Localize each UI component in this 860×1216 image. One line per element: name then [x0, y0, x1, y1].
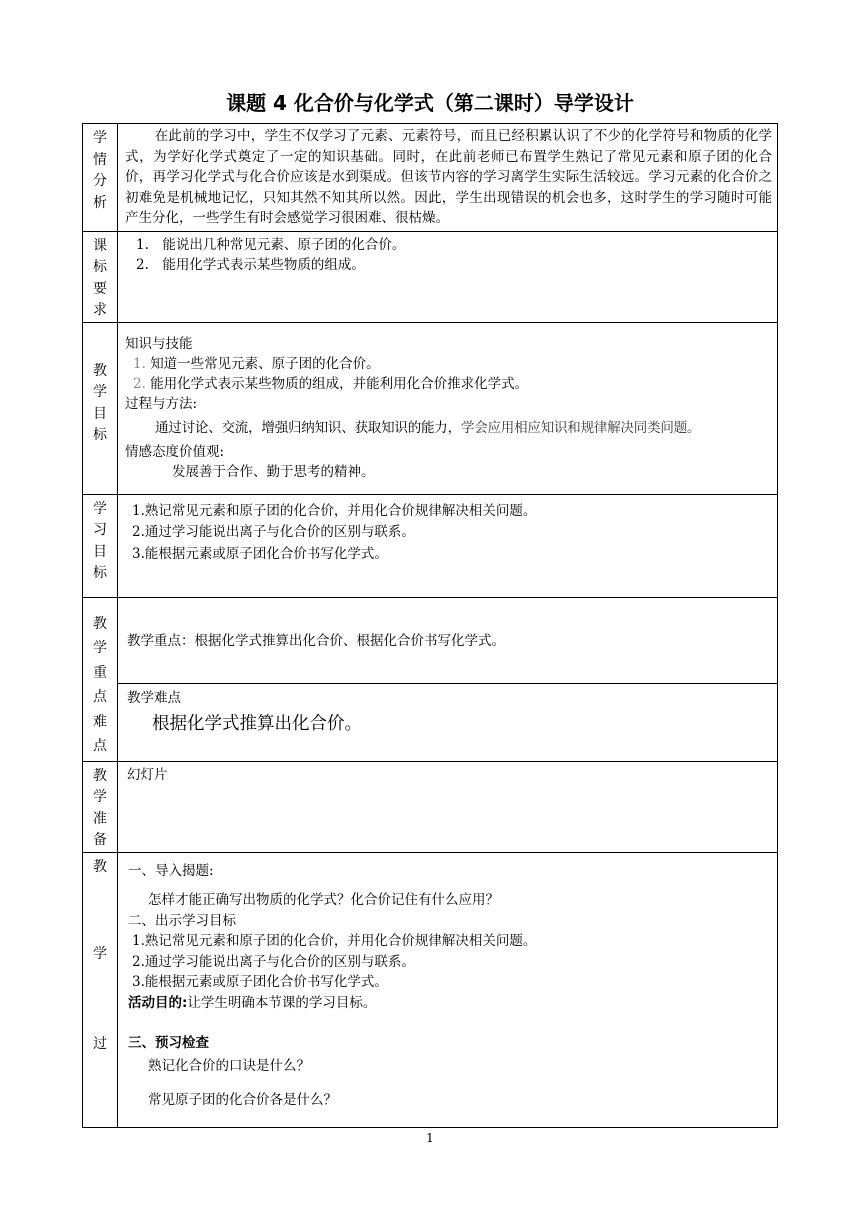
teaching-process-content: [118, 852, 778, 1127]
row-teaching-process: [83, 852, 778, 1127]
standard-item: 2. 能用化学式表示某些物质的组成。: [136, 256, 365, 273]
goals-heading-knowledge: 知识与技能: [125, 335, 193, 352]
process-activity-aim: 活动目的:让学生明确本节课的学习目标。: [128, 994, 377, 1011]
curriculum-standard-content: [118, 231, 778, 322]
process-intro-question: 怎样才能正确写出物质的化学式？化合价记住有什么应用？: [148, 892, 499, 908]
learning-goals-content: [118, 494, 778, 597]
document-title: 课题 4 化合价与化学式（第二课时）导学设计: [226, 91, 634, 115]
label-student-analysis: 学 情 分 析: [83, 124, 118, 232]
difficult-points-text: 根据化学式推算出化合价。: [152, 713, 362, 734]
process-section-preview: 三、预习检查: [128, 1035, 209, 1051]
teaching-prep-content: [118, 761, 778, 852]
student-analysis-text: 在此前的学习中，学生不仅学习了元素、元素符号，而且已经积累认识了不少的化学符号和物质的化学式，为学好化学式奠定了一定的知识基础。同时，在此前老师已布置学生熟记了常见元素和原子团的化合价，再学习化学式与化合价应该是水到渠成。但该节内容的学习离学生实际生活较远。学习元素的化合价之初难免是机械地记忆，只知其然不知其所以然。因此，学生出现错误的机会也多，这时学生的学习随时可能产生分化，一些学生有时会感觉学习很困难、很枯燥。: [125, 128, 772, 226]
process-goal-item: 1.熟记常见元素和原子团的化合价，并用化合价规律解决相关问题。: [132, 933, 537, 949]
key-points-content: [118, 597, 778, 683]
process-goal-item: 2.通过学习能说出离子与化合价的区别与联系。: [132, 953, 415, 970]
difficult-points-heading: 教学难点: [127, 689, 181, 706]
row-teaching-prep: [83, 761, 778, 852]
student-analysis-content: [118, 124, 778, 232]
goals-emotion-text: 发展善于合作、勤于思考的精神。: [172, 463, 375, 480]
row-curriculum-standard: [83, 231, 778, 322]
key-points-text: 教学重点：根据化学式推算出化合价、根据化合价书写化学式。: [127, 632, 505, 649]
row-teaching-goals: [83, 322, 778, 494]
label-key-difficult-points: 教 学 重 点 难 点: [83, 597, 118, 761]
process-section-intro: 一、导入揭题:: [128, 862, 214, 879]
process-preview-question: 常见原子团的化合价各是什么？: [148, 1092, 337, 1108]
row-difficult-points: [83, 683, 778, 761]
difficult-points-content: [118, 683, 778, 761]
label-teaching-process: 教 学 过: [83, 852, 118, 1127]
label-learning-goals: 学 习 目 标: [83, 494, 118, 597]
learning-goal-item: 3.能根据元素或原子团化合价书写化学式。: [132, 545, 388, 562]
label-teaching-goals: 教 学 目 标: [83, 322, 118, 494]
learning-goal-item: 1.熟记常见元素和原子团的化合价，并用化合价规律解决相关问题。: [132, 502, 537, 519]
row-key-points: [83, 597, 778, 683]
process-section-goals: 二、出示学习目标: [128, 912, 236, 929]
label-curriculum-standard: 课 标 要 求: [83, 231, 118, 322]
teaching-goals-content: [118, 322, 778, 494]
process-preview-question: 熟记化合价的口诀是什么？: [148, 1057, 310, 1074]
row-learning-goals: [83, 494, 778, 597]
row-student-analysis: [83, 124, 778, 232]
teaching-prep-text: 幻灯片: [127, 766, 168, 783]
goals-knowledge-item: 2. 能用化学式表示某些物质的组成，并能利用化合价推求化学式。: [133, 375, 529, 392]
lesson-plan-table: [82, 123, 778, 1128]
goals-process-text: 通过讨论、交流，增强归纳知识、获取知识的能力，学会应用相应知识和规律解决同类问题。: [155, 419, 701, 436]
learning-goal-item: 2.通过学习能说出离子与化合价的区别与联系。: [132, 524, 415, 540]
goals-heading-process: 过程与方法:: [125, 395, 198, 412]
goals-heading-emotion: 情感态度价值观:: [125, 443, 225, 460]
page-number: 1: [426, 1131, 434, 1145]
goals-knowledge-item: 1. 知道一些常见元素、原子团的化合价。: [133, 355, 380, 372]
process-goal-item: 3.能根据元素或原子团化合价书写化学式。: [132, 974, 388, 990]
label-teaching-prep: 教 学 准 备: [83, 761, 118, 852]
standard-item: 1. 能说出几种常见元素、原子团的化合价。: [136, 236, 406, 253]
